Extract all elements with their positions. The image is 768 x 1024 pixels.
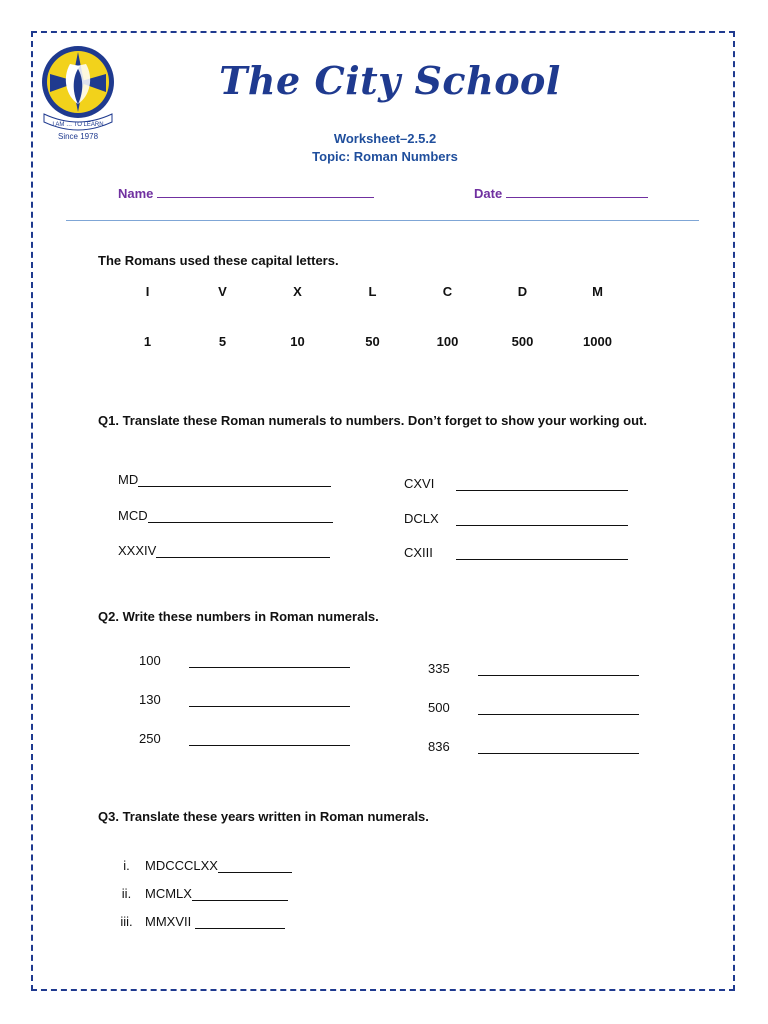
worksheet-title: Worksheet–2.5.2 bbox=[333, 131, 437, 146]
intro-text: The Romans used these capital letters. bbox=[98, 253, 339, 268]
q3-item[interactable] bbox=[108, 858, 292, 873]
roman-letter: C bbox=[442, 284, 453, 299]
q1-item[interactable] bbox=[118, 543, 330, 558]
q1-numeral: XXXIV bbox=[118, 543, 157, 558]
answer-line[interactable] bbox=[478, 663, 639, 676]
q2-item[interactable] bbox=[428, 661, 639, 676]
roman-letter: L bbox=[368, 284, 377, 299]
name-field[interactable] bbox=[118, 186, 374, 201]
q2-number: 500 bbox=[428, 700, 450, 715]
answer-line[interactable] bbox=[148, 510, 333, 523]
q1-item[interactable] bbox=[404, 476, 628, 491]
header-divider bbox=[66, 220, 699, 221]
roman-value: 50 bbox=[365, 334, 380, 349]
answer-line[interactable] bbox=[218, 860, 292, 873]
q2-number: 335 bbox=[428, 661, 450, 676]
date-label: Date bbox=[474, 186, 503, 201]
q1-numeral: CXIII bbox=[404, 545, 433, 560]
q3-prompt: Q3. Translate these years written in Roman numerals. bbox=[98, 809, 429, 824]
roman-value: 1 bbox=[143, 334, 152, 349]
roman-value: 500 bbox=[511, 334, 534, 349]
answer-line[interactable] bbox=[456, 478, 628, 491]
answer-line[interactable] bbox=[195, 916, 285, 929]
worksheet-topic: Topic: Roman Numbers bbox=[312, 149, 458, 164]
q1-item[interactable] bbox=[404, 545, 628, 560]
q1-item[interactable] bbox=[118, 472, 331, 487]
q3-item[interactable] bbox=[108, 886, 288, 901]
answer-line[interactable] bbox=[478, 741, 639, 754]
answer-line[interactable] bbox=[189, 733, 350, 746]
q3-item[interactable] bbox=[108, 914, 285, 929]
answer-line[interactable] bbox=[456, 547, 628, 560]
q1-numeral: DCLX bbox=[404, 511, 439, 526]
answer-line[interactable] bbox=[478, 702, 639, 715]
q2-item[interactable] bbox=[139, 653, 350, 668]
q3-year: MMXVII bbox=[145, 914, 192, 929]
q2-number: 130 bbox=[139, 692, 161, 707]
name-line[interactable] bbox=[157, 197, 374, 198]
logo-since: Since 1978 bbox=[57, 132, 99, 141]
logo-motto: I AM … TO LEARN bbox=[52, 122, 104, 128]
q3-year: MCMLX bbox=[145, 886, 192, 901]
list-marker: iii. bbox=[120, 914, 133, 929]
name-label: Name bbox=[118, 186, 154, 201]
roman-value: 10 bbox=[290, 334, 305, 349]
date-line[interactable] bbox=[506, 197, 648, 198]
q2-number: 836 bbox=[428, 739, 450, 754]
school-name: The City School bbox=[219, 58, 561, 103]
q2-number: 100 bbox=[139, 653, 161, 668]
q3-year: MDCCCLXX bbox=[145, 858, 218, 873]
q2-prompt: Q2. Write these numbers in Roman numerals. bbox=[98, 609, 379, 624]
q1-item[interactable] bbox=[118, 508, 333, 523]
roman-letter: X bbox=[293, 284, 302, 299]
answer-line[interactable] bbox=[189, 655, 350, 668]
roman-letter: M bbox=[592, 284, 603, 299]
roman-value: 5 bbox=[218, 334, 227, 349]
q2-item[interactable] bbox=[139, 731, 350, 746]
roman-letter: D bbox=[517, 284, 528, 299]
roman-letter: I bbox=[145, 284, 150, 299]
roman-values-row bbox=[110, 334, 640, 349]
q2-item[interactable] bbox=[428, 700, 639, 715]
roman-letter: V bbox=[218, 284, 227, 299]
roman-letters-row bbox=[110, 284, 640, 299]
school-logo bbox=[40, 44, 116, 144]
list-marker: ii. bbox=[121, 886, 132, 901]
q1-numeral: MCD bbox=[118, 508, 148, 523]
answer-line[interactable] bbox=[192, 888, 288, 901]
q1-numeral: MD bbox=[118, 472, 139, 487]
date-field[interactable] bbox=[474, 186, 648, 201]
list-marker: i. bbox=[123, 858, 130, 873]
roman-value: 100 bbox=[436, 334, 459, 349]
roman-value: 1000 bbox=[583, 334, 612, 349]
q1-prompt: Q1. Translate these Roman numerals to numbers. Don’t forget to show your working out. bbox=[98, 413, 647, 428]
q2-number: 250 bbox=[139, 731, 161, 746]
q2-item[interactable] bbox=[428, 739, 639, 754]
q1-numeral: CXVI bbox=[404, 476, 435, 491]
q1-item[interactable] bbox=[404, 511, 628, 526]
answer-line[interactable] bbox=[189, 694, 350, 707]
answer-line[interactable] bbox=[456, 513, 628, 526]
q2-item[interactable] bbox=[139, 692, 350, 707]
answer-line[interactable] bbox=[138, 474, 331, 487]
answer-line[interactable] bbox=[156, 545, 330, 558]
